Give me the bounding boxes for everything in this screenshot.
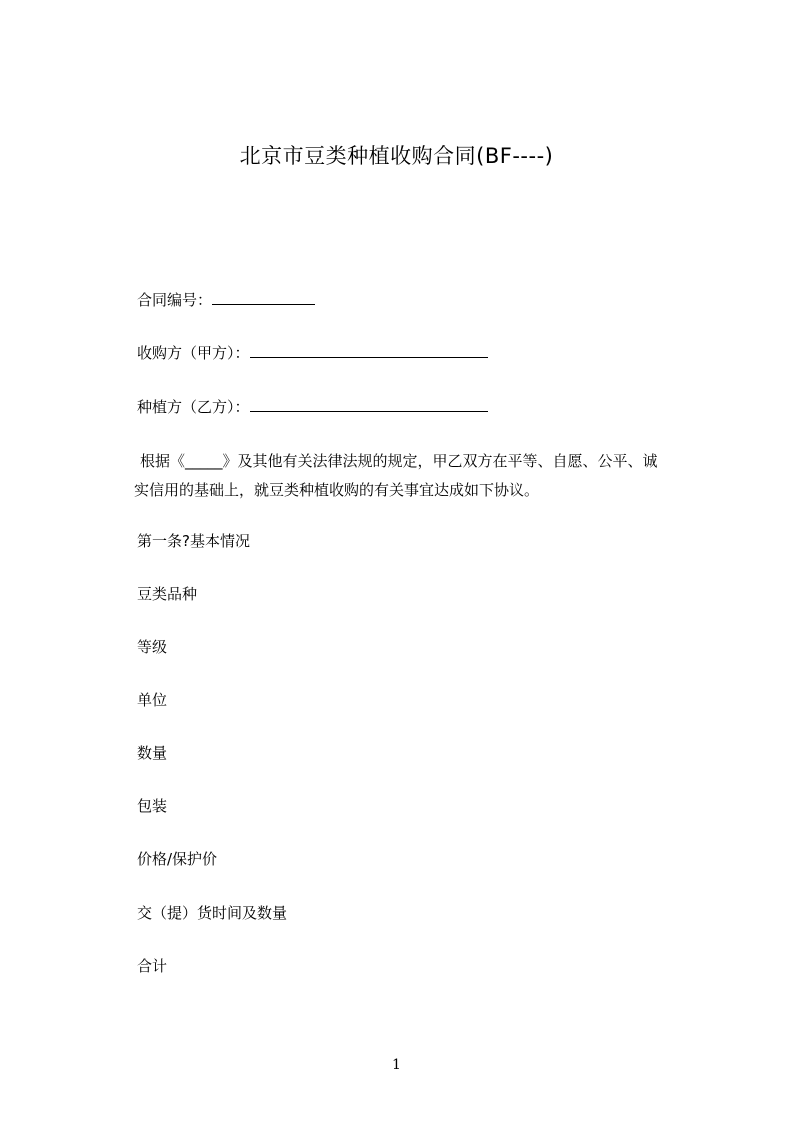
preamble-line-2: 实信用的基础上，就豆类种植收购的有关事宜达成如下协议。 [134,481,540,499]
grower-blank[interactable] [250,397,488,412]
item-quantity: 数量 [137,744,168,762]
preamble-line-1: 根据《_____》及其他有关法律法规的规定，甲乙双方在平等、自愿、公平、诚 [140,452,658,470]
item-packaging: 包装 [137,797,168,815]
contract-number-line [137,289,315,311]
contract-number-blank[interactable] [212,290,315,305]
item-total: 合计 [137,957,168,975]
buyer-blank[interactable] [250,343,488,358]
buyer-label: 收购方（甲方）： [137,344,250,362]
item-price: 价格/保护价 [137,850,218,868]
grower-label: 种植方（乙方）： [137,398,250,416]
page-number: 1 [392,1057,401,1073]
item-bean-variety: 豆类品种 [137,585,198,603]
article-1-heading: 第一条?基本情况 [137,532,250,550]
document-title: 北京市豆类种植收购合同(BF----) [239,144,554,168]
preamble-paragraph [134,447,707,505]
contract-number-label: 合同编号： [137,291,213,309]
item-unit: 单位 [137,691,168,709]
buyer-line [137,342,488,364]
item-grade: 等级 [137,638,168,656]
grower-line [137,396,488,418]
item-delivery-time: 交（提）货时间及数量 [137,904,288,922]
